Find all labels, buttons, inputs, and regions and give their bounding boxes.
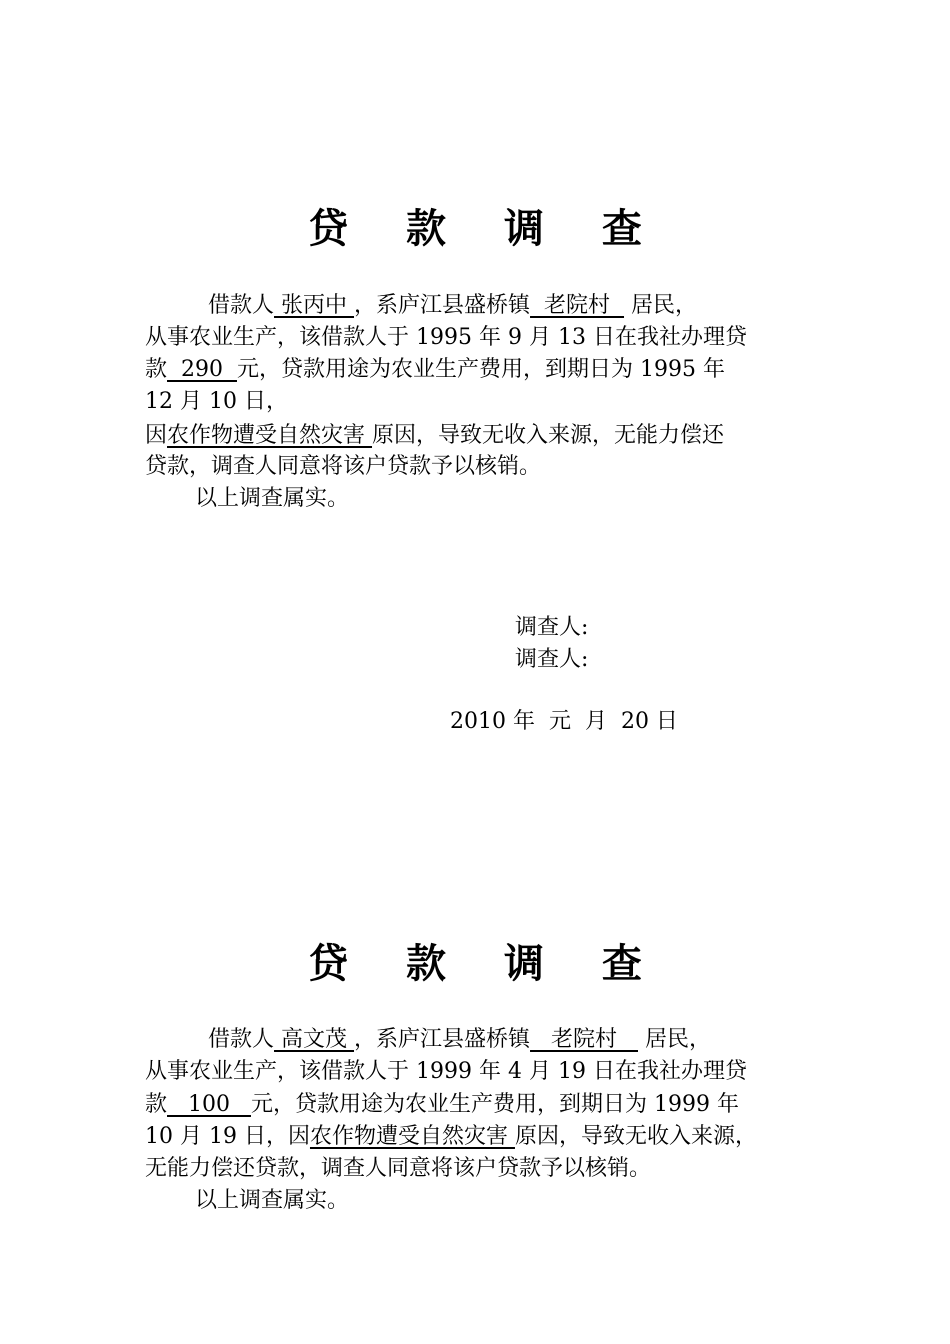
cause-label: 因 bbox=[145, 423, 168, 448]
record-2-line-5: 无能力偿还贷款，调查人同意将该户贷款予以核销。 bbox=[145, 1156, 652, 1181]
record-1-line-1 bbox=[208, 290, 697, 322]
document-title-1: 贷 款 调 查 bbox=[308, 205, 664, 252]
borrower-name: 张丙中 bbox=[274, 293, 355, 318]
record-2-line-3 bbox=[145, 1089, 739, 1121]
borrower-label: 借款人 bbox=[208, 293, 275, 318]
investigator-2-label: 调查人: bbox=[515, 647, 589, 672]
cause-reason: 农作物遭受自然灾害 bbox=[167, 423, 373, 448]
record-2-verified: 以上调查属实。 bbox=[195, 1188, 350, 1213]
loan-label: 款 bbox=[145, 1092, 168, 1117]
loan-label: 款 bbox=[145, 357, 168, 382]
record-1-line-6: 贷款，调查人同意将该户贷款予以核销。 bbox=[145, 454, 542, 479]
document-title-2: 贷 款 调 查 bbox=[308, 940, 664, 987]
record-1-line-2: 从事农业生产，该借款人于 1995 年 9 月 13 日在我社办理贷 bbox=[145, 325, 747, 350]
record-1-line-5 bbox=[145, 420, 724, 452]
cause-result-text: 原因，导致无收入来源，无能力偿还 bbox=[372, 423, 725, 448]
village-name: 老院村 bbox=[530, 1027, 638, 1052]
address-text: ，系庐江县盛桥镇 bbox=[354, 1027, 531, 1052]
village-name: 老院村 bbox=[530, 293, 625, 318]
borrower-name: 高文茂 bbox=[274, 1027, 355, 1052]
resident-text: 居民， bbox=[624, 293, 698, 318]
loan-amount: 290 bbox=[167, 357, 237, 382]
loan-amount: 100 bbox=[167, 1092, 251, 1117]
record-1-verified: 以上调查属实。 bbox=[195, 486, 350, 511]
record-2-line-2: 从事农业生产，该借款人于 1999 年 4 月 19 日在我社办理贷 bbox=[145, 1059, 747, 1084]
record-2-line-1 bbox=[208, 1024, 711, 1056]
signing-date: 2010 年 元 月 20 日 bbox=[450, 709, 678, 734]
record-1-line-3 bbox=[145, 354, 725, 386]
record-1-line-4: 12 月 10 日， bbox=[145, 389, 288, 414]
resident-text: 居民， bbox=[638, 1027, 711, 1052]
loan-purpose-text: 元，贷款用途为农业生产费用，到期日为 1999 年 bbox=[250, 1092, 739, 1117]
loan-purpose-text: 元，贷款用途为农业生产费用，到期日为 1995 年 bbox=[236, 357, 725, 382]
due-date-text: 10 月 19 日，因 bbox=[145, 1124, 310, 1149]
investigator-1-label: 调查人: bbox=[515, 615, 589, 640]
cause-result-text: 原因，导致无收入来源， bbox=[514, 1124, 757, 1149]
borrower-label: 借款人 bbox=[208, 1027, 275, 1052]
cause-reason: 农作物遭受自然灾害 bbox=[309, 1124, 515, 1149]
address-text: ，系庐江县盛桥镇 bbox=[354, 293, 531, 318]
record-2-line-4 bbox=[145, 1121, 757, 1153]
